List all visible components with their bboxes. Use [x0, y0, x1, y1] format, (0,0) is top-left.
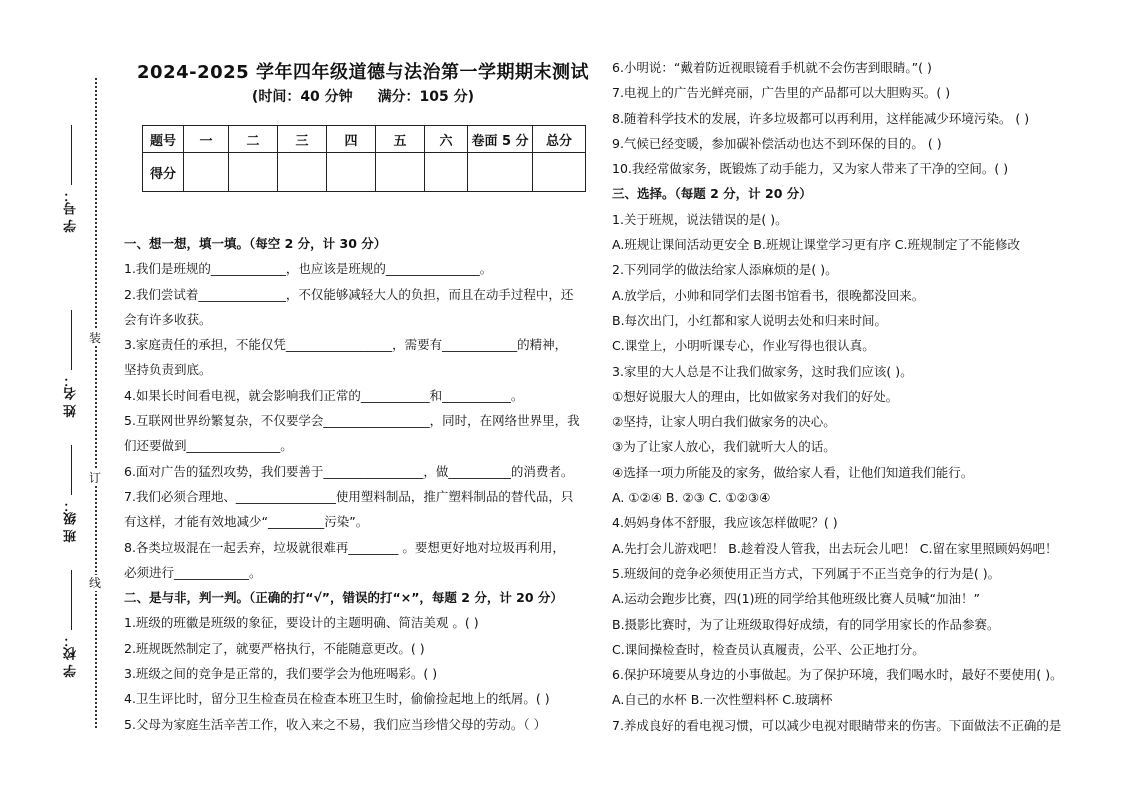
question-line: 5.班级间的竞争必须使用正当方式，下列属于不正当竞争的行为是( )。 [612, 565, 1001, 581]
option-line: B.摄影比赛时，为了让班级取得好成绩，有的同学用家长的作品参赛。 [612, 616, 1000, 632]
option-line: ①想好说服大人的理由，比如做家务对我们的好处。 [612, 388, 899, 404]
score-table-score-row [143, 153, 586, 192]
section-heading: 三、选择。（每题 2 分，计 20 分） [612, 186, 812, 202]
class-line [71, 445, 72, 495]
score-header-cell: 二 [229, 126, 278, 153]
question-line: 10.我经常做家务，既锻炼了动手能力，又为家人带来了干净的空间。( ) [612, 161, 1009, 177]
option-line: A.放学后，小帅和同学们去图书馆看书，很晚都没回来。 [612, 287, 925, 303]
question-line: 5.互联网世界纷繁复杂，不仅要学会_________________，同时，在网络世界里，我 [124, 413, 580, 429]
school-line [71, 570, 72, 630]
right-column [612, 55, 1082, 738]
number-label: 学 号： [63, 189, 79, 233]
question-line: 7.养成良好的看电视习惯，可以减少电视对眼睛带来的伤害。下面做法不正确的是 [612, 717, 1062, 733]
option-line: C.课堂上，小明听课专心，作业写得也很认真。 [612, 338, 875, 354]
question-line: 8.随着科学技术的发展，许多垃圾都可以再利用，这样能减少环境污染。 ( ) [612, 110, 1030, 126]
question-line: 7.电视上的广告光鲜亮丽，广告里的产品都可以大胆购买。( ) [612, 85, 951, 101]
question-line: 4.卫生评比时，留分卫生检查员在检查本班卫生时，偷偷捡起地上的纸屑。( ) [124, 691, 550, 707]
score-table-header-row [143, 126, 586, 153]
name-field[interactable] [58, 310, 84, 418]
school-label: 学 校： [63, 634, 79, 678]
binding-word-ding: 订 [89, 471, 102, 485]
question-line: 6.小明说：“戴着防近视眼镜看手机就不会伤害到眼睛。”( ) [612, 60, 932, 75]
question-line: 1.我们是班规的____________，也应该是班规的_______________。 [124, 261, 493, 277]
school-field[interactable] [58, 570, 84, 678]
full-score: 满分：105 分) [377, 89, 475, 105]
question-line: 3.家庭责任的承担，不能仅凭_________________，需要有____________的精神， [124, 337, 568, 353]
option-line: A.先打会儿游戏吧！ B.趁着没人管我，出去玩会儿吧！ C.留在家里照顾妈妈吧！ [612, 540, 1058, 556]
question-line: 9.气候已经变暖，参加碳补偿活动也达不到环保的目的。 ( ) [612, 135, 942, 151]
binding-word-xian: 线 [89, 576, 102, 590]
question-line: 1.班级的班徽是班级的象征，要设计的主题明确、简洁美观 。( ) [124, 615, 479, 631]
score-cell[interactable] [184, 153, 229, 192]
score-cell[interactable] [278, 153, 327, 192]
score-cell[interactable] [327, 153, 376, 192]
option-line: A.班规让课间活动更安全 B.班规让课堂学习更有序 C.班规制定了不能修改 [612, 237, 1021, 253]
option-line: A.自己的水杯 B.一次性塑料杯 C.玻璃杯 [612, 692, 833, 708]
question-line: 4.妈妈身体不舒服，我应该怎样做呢？( ) [612, 515, 838, 531]
question-line: 2.班规既然制定了，就要严格执行，不能随意更改。( ) [124, 640, 425, 656]
name-line [71, 310, 72, 370]
option-line: A.运动会跑步比赛，四(1)班的同学给其他班级比赛人员喊“加油！” [612, 591, 980, 607]
number-line [71, 125, 72, 185]
score-header-cell: 六 [425, 126, 468, 153]
score-header-cell: 四 [327, 126, 376, 153]
page-title: 2024-2025 学年四年级道德与法治第一学期期末测试 [137, 62, 589, 83]
section-heading: 二、是与非，判一判。（正确的打“√”，错误的打“×”，每题 2 分，计 20 分） [124, 590, 563, 606]
time-limit: (时间：40 分钟 [251, 89, 353, 105]
option-line: ②坚持，让家人明白我们做家务的决心。 [612, 414, 836, 430]
option-line: ④选择一项力所能及的家务，做给家人看，让他们知道我们能行。 [612, 464, 974, 480]
question-line: 3.家里的大人总是不让我们做家务，这时我们应该( )。 [612, 363, 913, 379]
question-line: 7.我们必须合理地、________________使用塑料制品，推广塑料制品的替代品，只 [124, 488, 574, 504]
score-cell[interactable] [533, 153, 586, 192]
binding-word-zhuang: 装 [89, 331, 102, 345]
question-line: 1.关于班规，说法错误的是( )。 [612, 211, 788, 227]
question-line: 2.我们尝试着______________，不仅能够减轻大人的负担，而且在动手过程中，还 [124, 286, 574, 302]
exam-meta [128, 86, 598, 106]
score-header-cell: 五 [376, 126, 425, 153]
question-line: 必须进行____________。 [124, 564, 262, 580]
question-line: 会有许多收获。 [124, 311, 212, 327]
score-header-cell: 总分 [533, 126, 586, 153]
score-header-cell: 一 [184, 126, 229, 153]
option-line: B.每次出门，小红都和家人说明去处和归来时间。 [612, 312, 888, 328]
score-table [142, 125, 586, 192]
score-header-cell: 卷面 5 分 [468, 126, 533, 153]
score-cell[interactable] [425, 153, 468, 192]
section-heading: 一、想一想，填一填。（每空 2 分，计 30 分） [124, 236, 387, 251]
score-row-label: 得分 [143, 153, 184, 192]
question-line: 2.下列同学的做法给家人添麻烦的是( )。 [612, 262, 838, 278]
score-cell[interactable] [229, 153, 278, 192]
binding-line [95, 78, 97, 728]
question-line: 有这样，才能有效地减少“_________污染”。 [124, 514, 369, 530]
option-line: C.课间操检查时，检查员认真履责，公平、公正地打分。 [612, 641, 925, 657]
question-line: 坚持负责到底。 [124, 362, 212, 378]
class-field[interactable] [58, 445, 84, 543]
left-column [124, 231, 586, 737]
question-line: 5.父母为家庭生活辛苦工作，收入来之不易，我们应当珍惜父母的劳动。（ ） [124, 716, 547, 732]
question-line: 6.面对广告的猛烈攻势，我们要善于________________，做__________的消费者。 [124, 463, 574, 479]
number-field[interactable] [58, 125, 84, 233]
question-line: 8.各类垃圾混在一起丢弃，垃圾就很难再________ 。要想更好地对垃圾再利用， [124, 539, 565, 555]
score-header-cell: 三 [278, 126, 327, 153]
question-line: 3.班级之间的竞争是正常的，我们要学会为他班喝彩。( ) [124, 666, 438, 682]
question-line: 们还要做到_______________。 [124, 438, 293, 454]
option-line: ③为了让家人放心，我们就听大人的话。 [612, 439, 836, 455]
name-label: 姓 名： [63, 374, 79, 418]
score-cell[interactable] [468, 153, 533, 192]
class-label: 班 级： [63, 499, 79, 543]
question-line: 4.如果长时间看电视，就会影响我们正常的___________和___________。 [124, 387, 524, 403]
question-line: 6.保护环境要从身边的小事做起。为了保护环境，我们喝水时，最好不要使用( )。 [612, 667, 1063, 683]
score-cell[interactable] [376, 153, 425, 192]
score-header-cell: 题号 [143, 126, 184, 153]
option-line: A. ①②④ B. ②③ C. ①②③④ [612, 490, 771, 506]
